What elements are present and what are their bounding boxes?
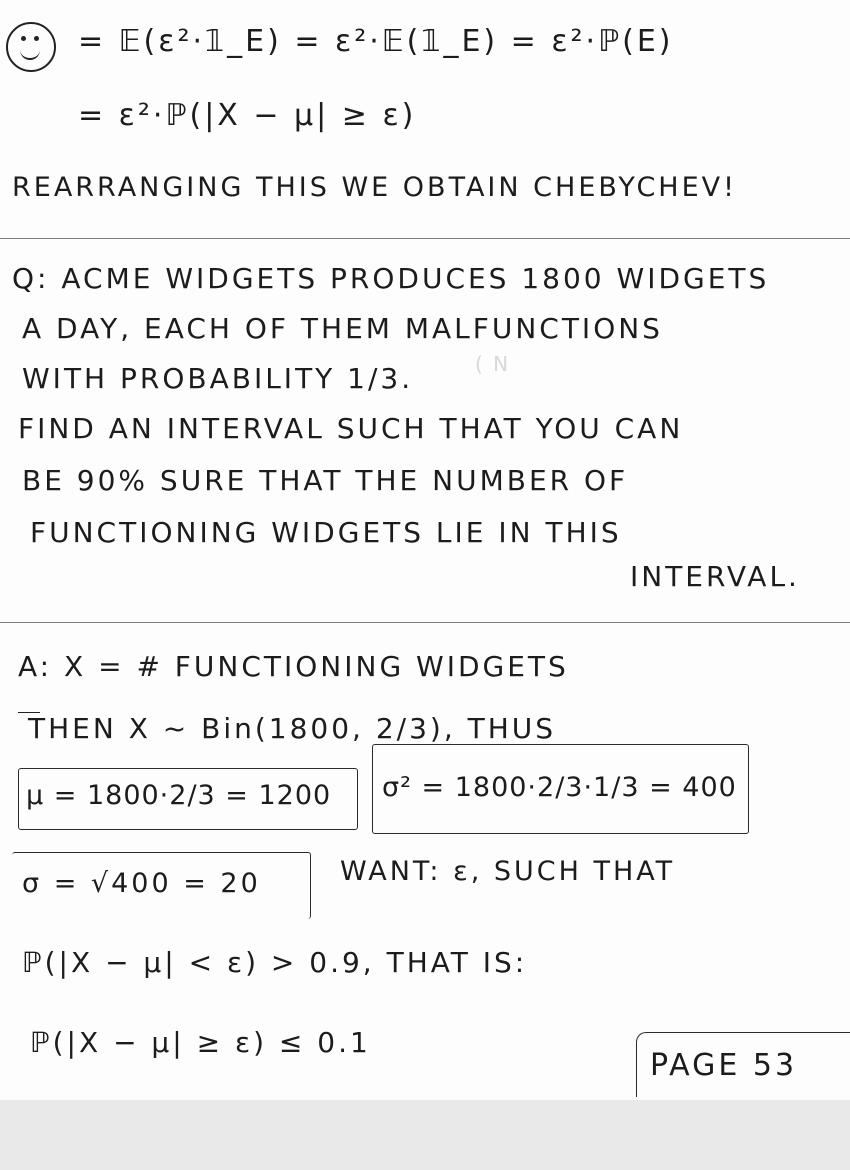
question-line-4: FIND AN INTERVAL SUCH THAT YOU CAN (18, 412, 684, 445)
probability-line-2: ℙ(|X − μ| ≥ ε) ≤ 0.1 (30, 1026, 371, 1059)
question-line-7: INTERVAL. (630, 560, 800, 593)
question-line-1: Q: ACME WIDGETS PRODUCES 1800 WIDGETS (12, 262, 770, 295)
page-number: PAGE 53 (650, 1048, 798, 1083)
question-line-6: FUNCTIONING WIDGETS LIE IN THIS (30, 516, 622, 549)
scan-margin (0, 1100, 850, 1170)
section-divider-1 (0, 238, 850, 239)
top-equation-line-2: = ε²·ℙ(|X − μ| ≥ ε) (78, 98, 417, 133)
question-line-5: BE 90% SURE THAT THE NUMBER OF (22, 464, 629, 497)
std-dev-formula: σ = √400 = 20 (22, 868, 261, 899)
top-equation-line-1: = 𝔼(ε²·𝟙_E) = ε²·𝔼(𝟙_E) = ε²·ℙ(E) (78, 24, 674, 59)
answer-line-2: THEN X ~ Bin(1800, 2/3), THUS (28, 712, 557, 745)
top-conclusion: REARRANGING THIS WE OBTAIN CHEBYCHEV! (12, 172, 737, 203)
section-divider-2 (0, 622, 850, 623)
question-line-2: A DAY, EACH OF THEM MALFUNCTIONS (22, 312, 663, 345)
answer-line-1: A: X = # FUNCTIONING WIDGETS (18, 650, 569, 683)
mean-formula: μ = 1800·2/3 = 1200 (26, 780, 332, 811)
probability-line-1: ℙ(|X − μ| < ε) > 0.9, THAT IS: (22, 946, 528, 979)
question-line-3: WITH PROBABILITY 1/3. (22, 362, 414, 395)
want-statement: WANT: ε, SUCH THAT (340, 856, 676, 887)
variance-formula: σ² = 1800·2/3·1/3 = 400 (382, 772, 737, 803)
smiley-icon (6, 22, 56, 72)
notebook-page: = 𝔼(ε²·𝟙_E) = ε²·𝔼(𝟙_E) = ε²·ℙ(E) = ε²·ℙ(|X − μ| ≥ ε) REARRANGING THIS WE OBTAIN CHEBYCHEV! Q: ACME WIDGETS PRODUCES 1800 WIDGETS A DAY, EACH OF THEM MALFUNCTIONS WITH PROBABILITY 1/3. ( N FIND AN INTERVAL SUCH THAT YOU CAN BE 90% SURE THAT THE NUMBER OF FUNCTIONING WIDGETS LIE IN THIS INTERVAL. A: X = # FUNCTIONING WIDGETS THEN X ~ Bin(1800, 2/3), THUS μ = 1800·2/3 = 1200 σ² = 1800·2/3·1/3 = 400 σ = √400 = 20 WANT: ε, SUCH THAT ℙ(|X − μ| < ε) > 0.9, THAT IS: ℙ(|X − μ| ≥ ε) ≤ 0.1 PAGE 53 (0, 0, 850, 1100)
